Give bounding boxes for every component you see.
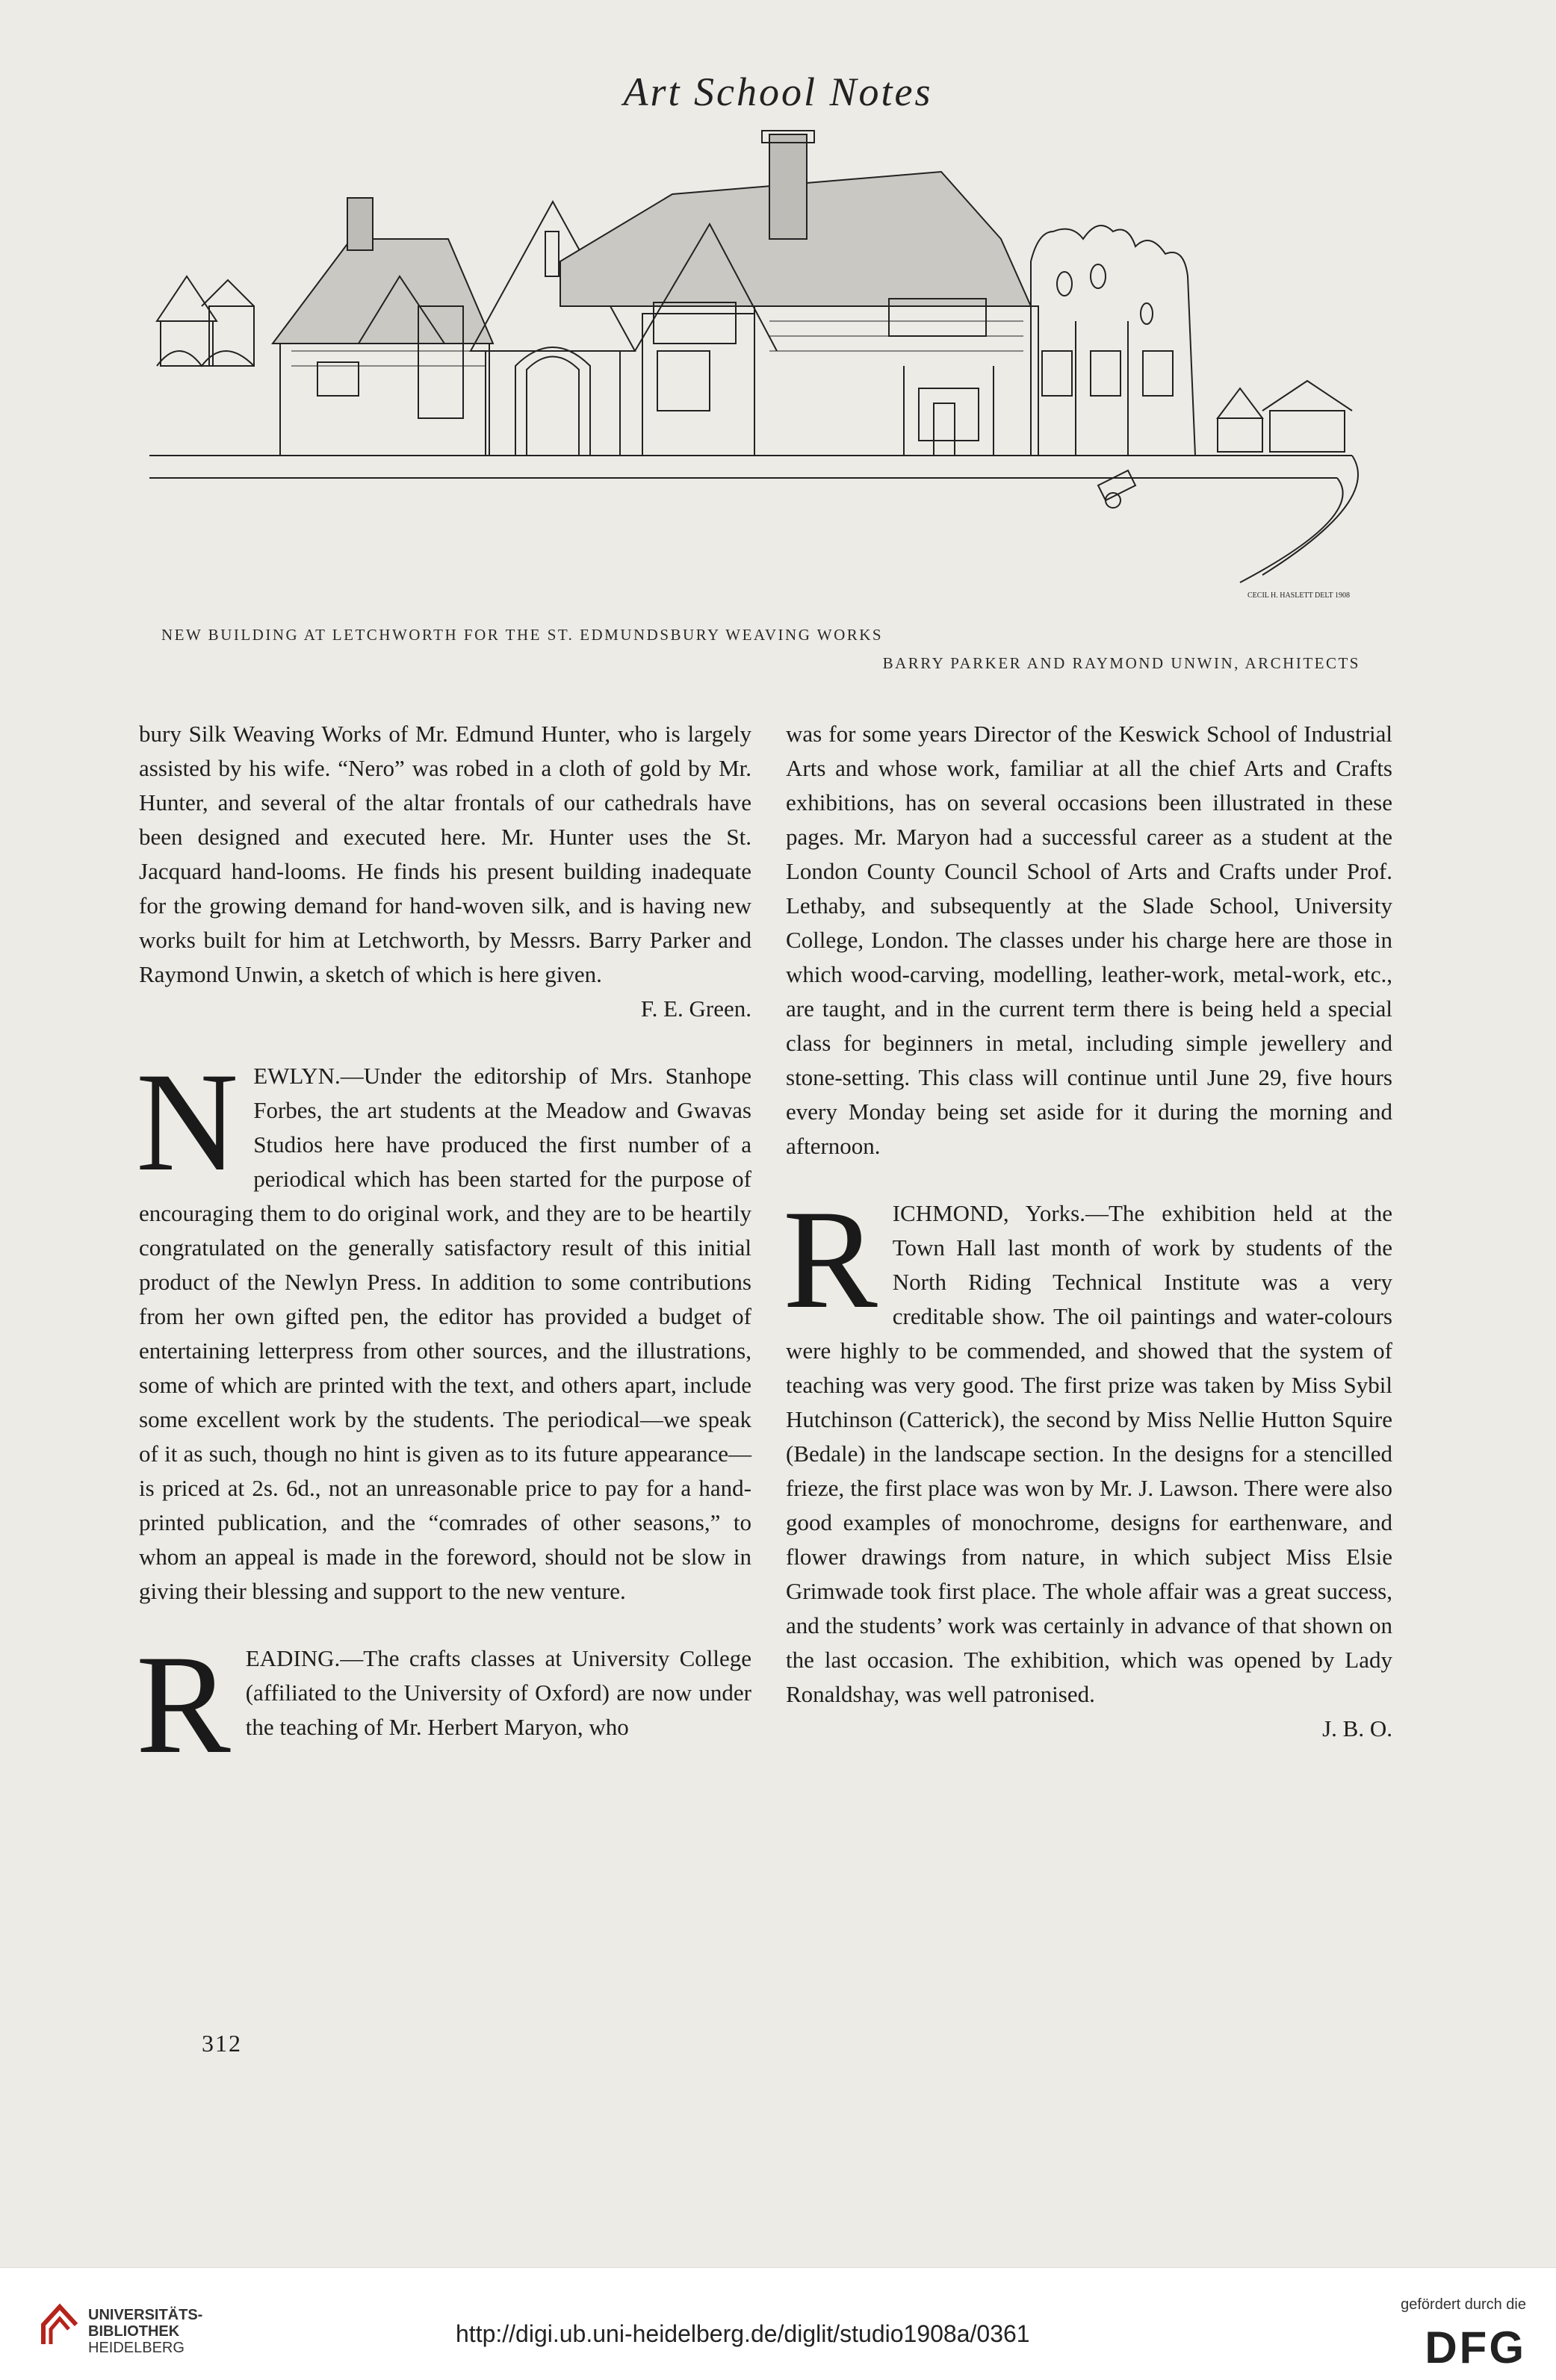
paragraph-newlyn bbox=[136, 1044, 751, 1609]
paragraph-reading-text: EADING.—The crafts classes at University College (affiliated to the University of Oxford) are now under the teaching of Mr. Herbert Maryon, who bbox=[245, 1645, 751, 1740]
artist-mark: CECIL H. HASLETT DELT 1908 bbox=[1247, 591, 1350, 600]
funded-by-label: gefördert durch die bbox=[1401, 2296, 1526, 2313]
right-column bbox=[783, 717, 1392, 1746]
dfg-logo: DFG bbox=[1425, 2322, 1526, 2373]
paragraph-hunter: bury Silk Weaving Works of Mr. Edmund Hunter, who is largely assisted by his wife. “Nero” was robed in a cloth of gold by Mr. Hunter, and several of the altar frontals of our cathedrals have been designed and executed here. Mr. Hunter uses the St. Jacquard hand-looms. He finds his present building inadequate for the growing demand for hand-woven silk, and is having new works built for him at Letchworth, by Messrs. Barry Parker and Raymond Unwin, a sketch of which is here given. bbox=[139, 721, 751, 987]
page-title: Art School Notes bbox=[623, 69, 933, 114]
library-line3: HEIDELBERG bbox=[88, 2340, 185, 2356]
source-url-link[interactable]: http://digi.ub.uni-heidelberg.de/diglit/studio1908a/0361 bbox=[456, 2320, 1030, 2347]
paragraph-reading bbox=[136, 1626, 751, 1783]
illustration-caption-line2: BARRY PARKER AND RAYMOND UNWIN, ARCHITECTS bbox=[882, 654, 1360, 672]
signature-jbo: J. B. O. bbox=[1322, 1715, 1392, 1741]
footer-bar bbox=[0, 2267, 1556, 2380]
library-line2: BIBLIOTHEK bbox=[88, 2323, 180, 2340]
library-logo-icon bbox=[39, 2302, 81, 2349]
library-line1: UNIVERSITÄTS- bbox=[88, 2307, 203, 2323]
paragraph-maryon: was for some years Director of the Keswick School of Industrial Arts and whose work, familiar at all the chief Arts and Crafts exhibitions, has on several occasions been illustrated in these pages. Mr. Maryon had a successful career as a student at the London County Council School of Arts and Crafts under Prof. Lethaby, and subsequently at the Slade School, University College, London. The classes under his charge here are those in which wood-carving, modelling, leather-work, metal-work, etc., are taught, and in the current term there is being held a special class for beginners in metal, including simple jewellery and stone-setting. This class will continue until June 29, five hours every Monday being set aside for it during the morning and afternoon. bbox=[786, 721, 1392, 1159]
page-number: 312 bbox=[202, 2030, 242, 2057]
signature-green: F. E. Green. bbox=[640, 995, 751, 1022]
paragraph-newlyn-text: EWLYN.—Under the editorship of Mrs. Stanhope Forbes, the art students at the Meadow and Gwavas Studios here have produced the first number of a periodical which has been started for the purpose of encouraging them to do original work, and they are to be heartily congratulated on the generally satisfactory result of this initial product of the Newlyn Press. In addition to some contributions from her own gifted pen, the editor has provided a budget of entertaining letterpress from other sources, and the illustrations, some of which are printed with the text, and others apart, include some excellent work by the students. The periodical—we speak of it as such, though no hint is given as to its future appearance—is priced at 2s. 6d., not an unreasonable price to pay for a hand-printed publication, and the “comrades of other seasons,” to whom an appeal is made in the foreword, should not be slow in giving their blessing and support to the new venture. bbox=[139, 1063, 751, 1604]
dropcap-n: N bbox=[136, 1044, 239, 1201]
library-logo-text bbox=[88, 2307, 202, 2356]
illustration-caption-line1: NEW BUILDING AT LETCHWORTH FOR THE ST. EDMUNDSBURY WEAVING WORKS bbox=[161, 626, 884, 644]
left-column bbox=[136, 717, 751, 1783]
dropcap-r-reading: R bbox=[136, 1626, 231, 1783]
paragraph-richmond-text: ICHMOND, Yorks.—The exhibition held at the Town Hall last month of work by students of the North Riding Technical Institute was a very creditable show. The oil paintings and water-colours were highly to be commended, and showed that the system of teaching was very good. The first prize was taken by Miss Sybil Hutchinson (Catterick), the second by Miss Nellie Hutton Squire (Bedale) in the landscape section. In the designs for a stencilled frieze, the first place was won by Mr. J. Lawson. There were also good examples of monochrome, designs for earthenware, and flower drawings from nature, in which subject Miss Elsie Grimwade took first place. The whole affair was a great success, and the students’ work was certainly in advance of that shown on the last occasion. The exhibition, which was opened by Lady Ronaldshay, was well patronised. bbox=[786, 1200, 1392, 1707]
dropcap-r-richmond: R bbox=[783, 1181, 878, 1338]
building-illustration bbox=[142, 127, 1382, 620]
paragraph-richmond bbox=[783, 1181, 1392, 1712]
